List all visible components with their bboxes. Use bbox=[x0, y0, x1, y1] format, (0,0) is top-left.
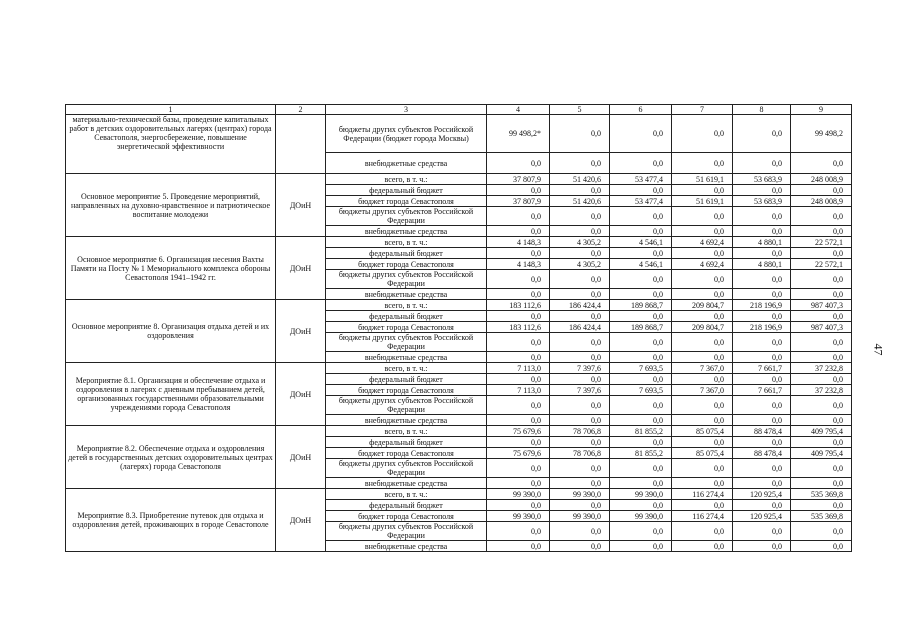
amount-cell: 189 868,7 bbox=[610, 300, 672, 311]
amount-cell: 0,0 bbox=[550, 115, 610, 153]
funding-source-label: внебюджетные средства bbox=[326, 352, 487, 363]
amount-cell: 0,0 bbox=[733, 415, 791, 426]
amount-cell: 0,0 bbox=[550, 500, 610, 511]
amount-cell: 37 232,8 bbox=[791, 363, 852, 374]
amount-cell: 0,0 bbox=[733, 500, 791, 511]
amount-cell: 99 390,0 bbox=[550, 511, 610, 522]
amount-cell: 0,0 bbox=[672, 248, 733, 259]
amount-cell: 0,0 bbox=[733, 478, 791, 489]
amount-cell: 248 008,9 bbox=[791, 196, 852, 207]
amount-cell: 4 546,1 bbox=[610, 259, 672, 270]
funding-source-label: всего, в т. ч.: bbox=[326, 363, 487, 374]
amount-cell: 0,0 bbox=[733, 352, 791, 363]
executor-cell: ДОиН bbox=[276, 363, 326, 426]
amount-cell: 7 397,6 bbox=[550, 385, 610, 396]
amount-cell: 0,0 bbox=[791, 522, 852, 541]
amount-cell: 0,0 bbox=[487, 500, 550, 511]
amount-cell: 51 420,6 bbox=[550, 174, 610, 185]
amount-cell: 7 367,0 bbox=[672, 363, 733, 374]
amount-cell: 4 692,4 bbox=[672, 237, 733, 248]
executor-cell: ДОиН bbox=[276, 174, 326, 237]
funding-source-label: федеральный бюджет bbox=[326, 437, 487, 448]
amount-cell: 7 661,7 bbox=[733, 385, 791, 396]
activity-title: Мероприятие 8.2. Обеспечение отдыха и оздоровления детей в государственных детских оздоровительных центрах (лагерях) города Севастополя bbox=[66, 426, 276, 489]
amount-cell: 209 804,7 bbox=[672, 300, 733, 311]
amount-cell: 37 807,9 bbox=[487, 174, 550, 185]
amount-cell: 53 683,9 bbox=[733, 174, 791, 185]
amount-cell: 0,0 bbox=[550, 522, 610, 541]
funding-source-label: бюджет города Севастополя bbox=[326, 511, 487, 522]
amount-cell: 0,0 bbox=[791, 333, 852, 352]
column-header-7: 7 bbox=[672, 105, 733, 115]
amount-cell: 0,0 bbox=[487, 185, 550, 196]
amount-cell: 0,0 bbox=[791, 415, 852, 426]
amount-cell: 53 477,4 bbox=[610, 174, 672, 185]
amount-cell: 0,0 bbox=[550, 374, 610, 385]
table-body bbox=[66, 105, 852, 552]
funding-source-label: всего, в т. ч.: bbox=[326, 489, 487, 500]
amount-cell: 0,0 bbox=[487, 311, 550, 322]
executor-cell: ДОиН bbox=[276, 426, 326, 489]
funding-source-label: всего, в т. ч.: bbox=[326, 300, 487, 311]
amount-cell: 209 804,7 bbox=[672, 322, 733, 333]
amount-cell: 0,0 bbox=[550, 289, 610, 300]
amount-cell: 0,0 bbox=[791, 541, 852, 552]
amount-cell: 0,0 bbox=[672, 311, 733, 322]
funding-source-label: бюджет города Севастополя bbox=[326, 196, 487, 207]
amount-cell: 0,0 bbox=[672, 396, 733, 415]
amount-cell: 4 148,3 bbox=[487, 237, 550, 248]
amount-cell: 37 807,9 bbox=[487, 196, 550, 207]
amount-cell: 7 113,0 bbox=[487, 385, 550, 396]
amount-cell: 0,0 bbox=[550, 153, 610, 174]
amount-cell: 0,0 bbox=[610, 396, 672, 415]
amount-cell: 0,0 bbox=[487, 437, 550, 448]
amount-cell: 0,0 bbox=[610, 333, 672, 352]
amount-cell: 7 661,7 bbox=[733, 363, 791, 374]
funding-source-label: бюджет города Севастополя bbox=[326, 448, 487, 459]
amount-cell: 0,0 bbox=[610, 248, 672, 259]
amount-cell: 78 706,8 bbox=[550, 426, 610, 437]
amount-cell: 248 008,9 bbox=[791, 174, 852, 185]
funding-source-label: бюджеты других субъектов Российской Федерации bbox=[326, 459, 487, 478]
amount-cell: 88 478,4 bbox=[733, 426, 791, 437]
amount-cell: 535 369,8 bbox=[791, 489, 852, 500]
amount-cell: 0,0 bbox=[610, 226, 672, 237]
amount-cell: 0,0 bbox=[487, 541, 550, 552]
amount-cell: 7 397,6 bbox=[550, 363, 610, 374]
amount-cell: 0,0 bbox=[610, 185, 672, 196]
column-header-8: 8 bbox=[733, 105, 791, 115]
funding-source-label: бюджет города Севастополя bbox=[326, 385, 487, 396]
amount-cell: 99 390,0 bbox=[610, 511, 672, 522]
amount-cell: 99 498,2* bbox=[487, 115, 550, 153]
amount-cell: 186 424,4 bbox=[550, 322, 610, 333]
funding-source-label: бюджеты других субъектов Российской Федерации (бюджет города Москвы) bbox=[326, 115, 487, 153]
amount-cell: 0,0 bbox=[610, 415, 672, 426]
amount-cell: 0,0 bbox=[733, 248, 791, 259]
amount-cell: 7 693,5 bbox=[610, 363, 672, 374]
amount-cell: 0,0 bbox=[733, 522, 791, 541]
table-row bbox=[66, 426, 852, 437]
amount-cell: 0,0 bbox=[610, 289, 672, 300]
amount-cell: 0,0 bbox=[791, 289, 852, 300]
amount-cell: 4 692,4 bbox=[672, 259, 733, 270]
page-number: 47 bbox=[871, 343, 886, 356]
amount-cell: 0,0 bbox=[672, 153, 733, 174]
executor-cell bbox=[276, 115, 326, 174]
funding-source-label: бюджеты других субъектов Российской Федерации bbox=[326, 333, 487, 352]
amount-cell: 0,0 bbox=[791, 500, 852, 511]
amount-cell: 0,0 bbox=[550, 185, 610, 196]
funding-source-label: бюджет города Севастополя bbox=[326, 322, 487, 333]
amount-cell: 0,0 bbox=[672, 478, 733, 489]
column-header-2: 2 bbox=[276, 105, 326, 115]
amount-cell: 0,0 bbox=[610, 207, 672, 226]
funding-source-label: бюджеты других субъектов Российской Федерации bbox=[326, 207, 487, 226]
amount-cell: 0,0 bbox=[610, 500, 672, 511]
amount-cell: 0,0 bbox=[791, 270, 852, 289]
amount-cell: 0,0 bbox=[487, 415, 550, 426]
amount-cell: 53 477,4 bbox=[610, 196, 672, 207]
amount-cell: 0,0 bbox=[733, 541, 791, 552]
amount-cell: 0,0 bbox=[672, 541, 733, 552]
funding-source-label: федеральный бюджет bbox=[326, 311, 487, 322]
column-header-3: 3 bbox=[326, 105, 487, 115]
amount-cell: 99 390,0 bbox=[550, 489, 610, 500]
funding-source-label: бюджет города Севастополя bbox=[326, 259, 487, 270]
funding-source-label: бюджеты других субъектов Российской Федерации bbox=[326, 270, 487, 289]
amount-cell: 0,0 bbox=[733, 270, 791, 289]
amount-cell: 0,0 bbox=[672, 437, 733, 448]
funding-source-label: федеральный бюджет bbox=[326, 248, 487, 259]
amount-cell: 409 795,4 bbox=[791, 426, 852, 437]
amount-cell: 183 112,6 bbox=[487, 300, 550, 311]
table-row bbox=[66, 489, 852, 500]
activity-title: Мероприятие 8.3. Приобретение путевок для отдыха и оздоровления детей, проживающих в городе Севастополе bbox=[66, 489, 276, 552]
amount-cell: 0,0 bbox=[791, 226, 852, 237]
amount-cell: 4 305,2 bbox=[550, 259, 610, 270]
amount-cell: 183 112,6 bbox=[487, 322, 550, 333]
amount-cell: 81 855,2 bbox=[610, 448, 672, 459]
executor-cell: ДОиН bbox=[276, 489, 326, 552]
amount-cell: 120 925,4 bbox=[733, 489, 791, 500]
table-row bbox=[66, 237, 852, 248]
amount-cell: 99 498,2 bbox=[791, 115, 852, 153]
table-row bbox=[66, 363, 852, 374]
amount-cell: 0,0 bbox=[487, 226, 550, 237]
funding-source-label: всего, в т. ч.: bbox=[326, 237, 487, 248]
amount-cell: 116 274,4 bbox=[672, 511, 733, 522]
table-row bbox=[66, 115, 852, 153]
amount-cell: 0,0 bbox=[733, 185, 791, 196]
amount-cell: 99 390,0 bbox=[487, 489, 550, 500]
amount-cell: 0,0 bbox=[672, 207, 733, 226]
amount-cell: 7 693,5 bbox=[610, 385, 672, 396]
amount-cell: 75 679,6 bbox=[487, 448, 550, 459]
amount-cell: 22 572,1 bbox=[791, 237, 852, 248]
amount-cell: 53 683,9 bbox=[733, 196, 791, 207]
amount-cell: 0,0 bbox=[487, 459, 550, 478]
amount-cell: 0,0 bbox=[791, 248, 852, 259]
amount-cell: 0,0 bbox=[672, 270, 733, 289]
funding-source-label: внебюджетные средства bbox=[326, 415, 487, 426]
amount-cell: 120 925,4 bbox=[733, 511, 791, 522]
amount-cell: 0,0 bbox=[487, 374, 550, 385]
amount-cell: 0,0 bbox=[791, 153, 852, 174]
amount-cell: 51 619,1 bbox=[672, 174, 733, 185]
amount-cell: 0,0 bbox=[791, 396, 852, 415]
amount-cell: 99 390,0 bbox=[487, 511, 550, 522]
amount-cell: 0,0 bbox=[733, 396, 791, 415]
amount-cell: 0,0 bbox=[610, 522, 672, 541]
amount-cell: 0,0 bbox=[733, 207, 791, 226]
amount-cell: 0,0 bbox=[733, 333, 791, 352]
amount-cell: 0,0 bbox=[733, 459, 791, 478]
funding-source-label: бюджеты других субъектов Российской Федерации bbox=[326, 522, 487, 541]
amount-cell: 7 367,0 bbox=[672, 385, 733, 396]
amount-cell: 0,0 bbox=[791, 311, 852, 322]
funding-source-label: федеральный бюджет bbox=[326, 374, 487, 385]
amount-cell: 0,0 bbox=[487, 207, 550, 226]
amount-cell: 0,0 bbox=[672, 352, 733, 363]
funding-source-label: федеральный бюджет bbox=[326, 185, 487, 196]
amount-cell: 987 407,3 bbox=[791, 300, 852, 311]
budget-table bbox=[65, 104, 852, 552]
funding-source-label: всего, в т. ч.: bbox=[326, 426, 487, 437]
amount-cell: 0,0 bbox=[487, 270, 550, 289]
amount-cell: 0,0 bbox=[487, 478, 550, 489]
amount-cell: 0,0 bbox=[791, 459, 852, 478]
amount-cell: 85 075,4 bbox=[672, 426, 733, 437]
amount-cell: 78 706,8 bbox=[550, 448, 610, 459]
amount-cell: 186 424,4 bbox=[550, 300, 610, 311]
amount-cell: 0,0 bbox=[672, 374, 733, 385]
activity-title: материально-технической базы, проведение капитальных работ в детских оздоровительных лагерях (центрах) города Севастополя, энергосбережение, повышение энергетической эффективности bbox=[66, 115, 276, 174]
amount-cell: 88 478,4 bbox=[733, 448, 791, 459]
amount-cell: 0,0 bbox=[672, 333, 733, 352]
activity-title: Основное мероприятие 5. Проведение мероприятий, направленных на духовно-нравственное и патриотическое воспитание молодежи bbox=[66, 174, 276, 237]
amount-cell: 51 619,1 bbox=[672, 196, 733, 207]
amount-cell: 0,0 bbox=[610, 352, 672, 363]
amount-cell: 0,0 bbox=[791, 374, 852, 385]
column-number-header bbox=[66, 105, 852, 115]
funding-source-label: бюджеты других субъектов Российской Федерации bbox=[326, 396, 487, 415]
column-header-1: 1 bbox=[66, 105, 276, 115]
activity-title: Основное мероприятие 6. Организация несения Вахты Памяти на Посту № 1 Мемориального комплекса обороны Севастополя 1941–1942 гг. bbox=[66, 237, 276, 300]
amount-cell: 0,0 bbox=[672, 289, 733, 300]
amount-cell: 0,0 bbox=[672, 522, 733, 541]
amount-cell: 22 572,1 bbox=[791, 259, 852, 270]
amount-cell: 0,0 bbox=[550, 352, 610, 363]
funding-source-label: внебюджетные средства bbox=[326, 153, 487, 174]
amount-cell: 0,0 bbox=[733, 226, 791, 237]
activity-title: Основное мероприятие 8. Организация отдыха детей и их оздоровления bbox=[66, 300, 276, 363]
amount-cell: 0,0 bbox=[550, 478, 610, 489]
funding-source-label: внебюджетные средства bbox=[326, 478, 487, 489]
amount-cell: 0,0 bbox=[733, 289, 791, 300]
column-header-9: 9 bbox=[791, 105, 852, 115]
amount-cell: 0,0 bbox=[550, 437, 610, 448]
funding-source-label: внебюджетные средства bbox=[326, 289, 487, 300]
amount-cell: 0,0 bbox=[672, 226, 733, 237]
amount-cell: 189 868,7 bbox=[610, 322, 672, 333]
amount-cell: 99 390,0 bbox=[610, 489, 672, 500]
amount-cell: 0,0 bbox=[610, 311, 672, 322]
amount-cell: 218 196,9 bbox=[733, 300, 791, 311]
amount-cell: 0,0 bbox=[610, 541, 672, 552]
amount-cell: 0,0 bbox=[610, 270, 672, 289]
amount-cell: 0,0 bbox=[550, 396, 610, 415]
amount-cell: 0,0 bbox=[733, 311, 791, 322]
amount-cell: 0,0 bbox=[550, 207, 610, 226]
amount-cell: 0,0 bbox=[610, 115, 672, 153]
amount-cell: 0,0 bbox=[672, 459, 733, 478]
activity-title: Мероприятие 8.1. Организация и обеспечение отдыха и оздоровления в лагерях с дневным пребыванием детей, организованных государственными образовательными учреждениями города Севастополя bbox=[66, 363, 276, 426]
amount-cell: 7 113,0 bbox=[487, 363, 550, 374]
funding-source-label: внебюджетные средства bbox=[326, 541, 487, 552]
amount-cell: 0,0 bbox=[550, 459, 610, 478]
amount-cell: 0,0 bbox=[487, 522, 550, 541]
amount-cell: 0,0 bbox=[487, 248, 550, 259]
amount-cell: 0,0 bbox=[610, 478, 672, 489]
amount-cell: 0,0 bbox=[550, 248, 610, 259]
amount-cell: 0,0 bbox=[672, 185, 733, 196]
funding-source-label: федеральный бюджет bbox=[326, 500, 487, 511]
amount-cell: 0,0 bbox=[733, 437, 791, 448]
amount-cell: 0,0 bbox=[791, 185, 852, 196]
amount-cell: 51 420,6 bbox=[550, 196, 610, 207]
amount-cell: 4 148,3 bbox=[487, 259, 550, 270]
funding-source-label: внебюджетные средства bbox=[326, 226, 487, 237]
amount-cell: 4 880,1 bbox=[733, 259, 791, 270]
amount-cell: 0,0 bbox=[487, 289, 550, 300]
amount-cell: 0,0 bbox=[487, 153, 550, 174]
amount-cell: 4 880,1 bbox=[733, 237, 791, 248]
amount-cell: 81 855,2 bbox=[610, 426, 672, 437]
amount-cell: 0,0 bbox=[487, 333, 550, 352]
amount-cell: 37 232,8 bbox=[791, 385, 852, 396]
amount-cell: 0,0 bbox=[733, 374, 791, 385]
amount-cell: 0,0 bbox=[733, 153, 791, 174]
amount-cell: 0,0 bbox=[610, 437, 672, 448]
amount-cell: 0,0 bbox=[791, 437, 852, 448]
amount-cell: 0,0 bbox=[791, 478, 852, 489]
amount-cell: 0,0 bbox=[550, 226, 610, 237]
amount-cell: 0,0 bbox=[610, 153, 672, 174]
amount-cell: 0,0 bbox=[487, 352, 550, 363]
amount-cell: 0,0 bbox=[550, 333, 610, 352]
amount-cell: 75 679,6 bbox=[487, 426, 550, 437]
amount-cell: 0,0 bbox=[672, 415, 733, 426]
amount-cell: 987 407,3 bbox=[791, 322, 852, 333]
amount-cell: 85 075,4 bbox=[672, 448, 733, 459]
amount-cell: 0,0 bbox=[610, 459, 672, 478]
amount-cell: 0,0 bbox=[550, 311, 610, 322]
amount-cell: 409 795,4 bbox=[791, 448, 852, 459]
amount-cell: 4 305,2 bbox=[550, 237, 610, 248]
amount-cell: 4 546,1 bbox=[610, 237, 672, 248]
amount-cell: 0,0 bbox=[550, 415, 610, 426]
amount-cell: 0,0 bbox=[791, 352, 852, 363]
amount-cell: 218 196,9 bbox=[733, 322, 791, 333]
executor-cell: ДОиН bbox=[276, 237, 326, 300]
table-row bbox=[66, 300, 852, 311]
column-header-6: 6 bbox=[610, 105, 672, 115]
amount-cell: 0,0 bbox=[672, 500, 733, 511]
funding-source-label: всего, в т. ч.: bbox=[326, 174, 487, 185]
amount-cell: 0,0 bbox=[610, 374, 672, 385]
column-header-4: 4 bbox=[487, 105, 550, 115]
amount-cell: 0,0 bbox=[550, 270, 610, 289]
executor-cell: ДОиН bbox=[276, 300, 326, 363]
amount-cell: 0,0 bbox=[733, 115, 791, 153]
table-row bbox=[66, 174, 852, 185]
amount-cell: 535 369,8 bbox=[791, 511, 852, 522]
amount-cell: 0,0 bbox=[791, 207, 852, 226]
amount-cell: 0,0 bbox=[550, 541, 610, 552]
amount-cell: 116 274,4 bbox=[672, 489, 733, 500]
amount-cell: 0,0 bbox=[487, 396, 550, 415]
amount-cell: 0,0 bbox=[672, 115, 733, 153]
column-header-5: 5 bbox=[550, 105, 610, 115]
